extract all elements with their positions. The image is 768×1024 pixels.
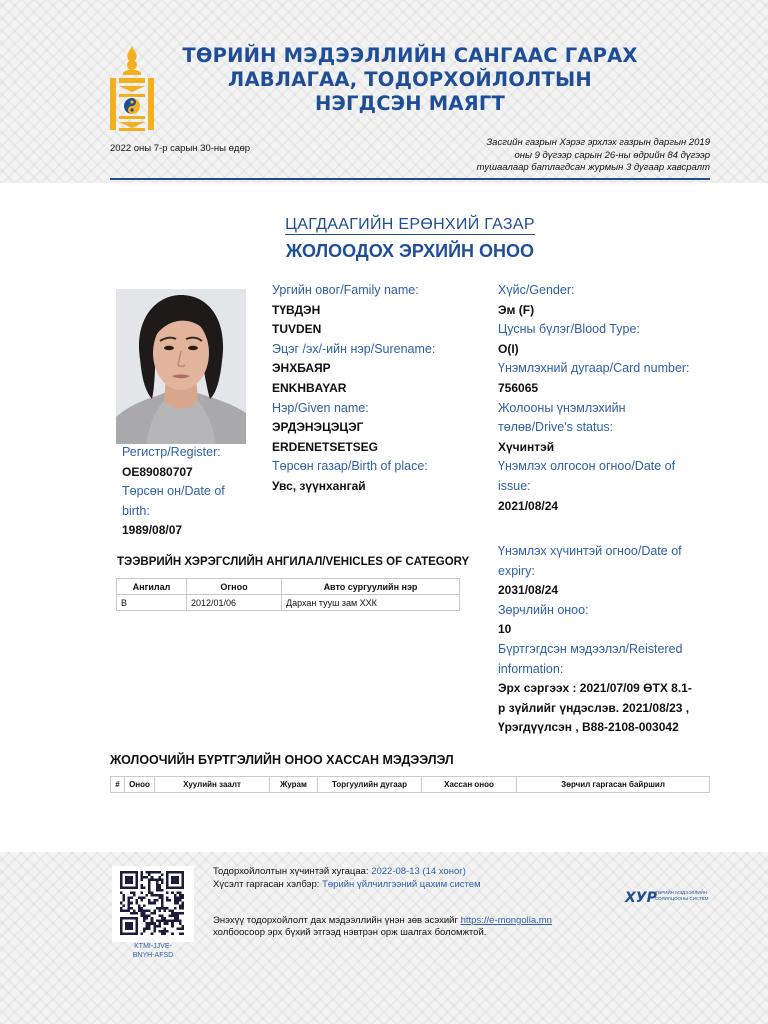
vehicle-date-cell: 2012/01/06 [187, 595, 282, 611]
given-name-mn: ЭРДЭНЭЦЭЦЭГ [272, 420, 364, 435]
verify-line-1 [213, 915, 552, 926]
system-line [213, 879, 481, 890]
organization-text: ЦАГДААГИЙН ЕРӨНХИЙ ГАЗАР [285, 216, 535, 233]
vehicles-header-row [117, 579, 460, 595]
verify-text: Энэхүү тодорхойлолт дах мэдээллийн үнэн зөв эсэхийг [213, 915, 458, 926]
issue-date-value: 2021/08/24 [498, 498, 559, 513]
surename-label: Эцэг /эх/-ийн нэр/Surename: [272, 341, 436, 356]
registered-info-line-1: Эрх сэргээх : 2021/07/09 ӨТХ 8.1- [498, 681, 692, 696]
decree-note [410, 137, 710, 175]
khur-logo-text [655, 890, 713, 901]
violations-col-index: # [111, 777, 125, 793]
registered-info-label-1: Бүртгэгдсэн мэдээлэл/Reistered [498, 641, 683, 656]
verify-line-2: холбоосоор эрх бүхий этгээд нэвтрэн орж шалгах боломжтой. [213, 927, 487, 938]
title-line-2: ЛАВЛАГАА, ТОДОРХОЙЛОЛТЫН [228, 68, 592, 91]
register-label-text: Регистр/Register: [122, 445, 221, 459]
issue-date: 2022 оны 7-р сарын 30-ны өдөр [110, 143, 251, 154]
registered-info-label-2: information: [498, 661, 564, 676]
violations-title: ЖОЛООЧИЙН БҮРТГЭЛИЙН ОНОО ХАССАН МЭДЭЭЛЭЛ [110, 753, 454, 767]
qr-code-line-2: BNYH-AFSD [132, 952, 174, 959]
header-divider [110, 178, 710, 180]
portrait-photo [116, 289, 246, 444]
vehicle-category-cell: B [117, 595, 187, 611]
points-value: 10 [498, 622, 512, 637]
issue-date-label-1: Үнэмлэх олгосон огноо/Date of [498, 459, 676, 474]
soyombo-emblem-icon [108, 44, 156, 132]
expiry-label-2: expiry: [498, 563, 535, 578]
birth-date-value: 1989/08/07 [122, 523, 183, 538]
khur-text-line-1: ТӨРИЙН МЭДЭЭЛЛИЙН [655, 890, 708, 895]
vehicles-col-category: Ангилал [117, 579, 187, 595]
expiry-value: 2031/08/24 [498, 583, 559, 598]
given-name-en: ERDENETSETSEG [272, 439, 379, 454]
violations-col-deducted: Хассан оноо [422, 777, 517, 793]
expiry-label-1: Үнэмлэх хүчинтэй огноо/Date of [498, 544, 682, 558]
points-label: Зөрчлийн оноо: [498, 602, 589, 617]
surename-en: ENKHBAYAR [272, 380, 347, 395]
registered-info-line-2: р зүйлийг үндэслэв. 2021/08/23 , [498, 700, 690, 715]
card-number-value: 756065 [498, 380, 539, 395]
gender-label: Хүйс/Gender: [498, 283, 575, 297]
expiry-fields [498, 542, 692, 738]
family-name-en: TUVDEN [272, 322, 322, 337]
gender-value: Эм (F) [498, 302, 535, 317]
vehicles-table [116, 578, 460, 611]
system-value: Төрийн үйлчилгээний цахим систем [322, 879, 481, 890]
card-fields [498, 281, 690, 516]
vehicles-col-date: Огноо [187, 579, 282, 595]
decree-line-3: тушаалаар батлагдсан журмын 3 дугаар хавсралт [476, 162, 710, 173]
drive-status-value: Хүчинтэй [498, 439, 555, 454]
birthplace-value: Увс, зүүнхангай [272, 478, 366, 493]
vehicles-title: ТЭЭВРИЙН ХЭРЭГСЛИЙН АНГИЛАЛ/VEHICLES OF CATEGORY [117, 556, 470, 568]
violations-col-rule: Журам [270, 777, 318, 793]
document-title: ЖОЛООДОХ ЭРХИЙН ОНОО [285, 241, 535, 261]
page-title [180, 44, 640, 116]
khur-logo-mark: ХУР [625, 890, 657, 906]
table-row [117, 595, 460, 611]
verify-link[interactable]: https://e-mongolia.mn [460, 915, 552, 926]
title-line-1: ТӨРИЙН МЭДЭЭЛЛИЙН САНГААС ГАРАХ [182, 44, 638, 67]
qr-caption [120, 942, 186, 960]
register-label [122, 443, 225, 541]
card-number-label: Үнэмлэхний дугаар/Card number: [498, 361, 690, 376]
qr-code-icon[interactable] [120, 871, 184, 935]
birth-date-label-2: birth: [122, 503, 150, 518]
violations-col-fine-number: Торгуулийн дугаар [318, 777, 422, 793]
name-fields [272, 281, 435, 497]
birthplace-label: Төрсөн газар/Birth of place: [272, 459, 428, 474]
header-band [0, 0, 768, 183]
organization-name [0, 216, 768, 234]
vehicles-col-school: Авто сургуулийн нэр [282, 579, 460, 595]
family-name-mn: ТҮВДЭН [272, 302, 321, 317]
birth-date-label-1: Төрсөн он/Date of [122, 484, 225, 499]
system-label: Хүсэлт гаргасан хэлбэр: [213, 879, 320, 890]
qr-code-line-1: KTMI-JJVE- [134, 943, 172, 950]
khur-logo [625, 889, 715, 907]
violations-col-location: Зөрчил гаргасан байршил [517, 777, 710, 793]
title-line-3: НЭГДСЭН МАЯГТ [315, 92, 505, 115]
validity-line [213, 866, 466, 877]
vehicle-school-cell: Дархан тууш зам ХХК [282, 595, 460, 611]
register-value: OE89080707 [122, 464, 193, 479]
decree-line-2: оны 9 дүгээр сарын 26-ны өдрийн 84 дүгээр [514, 149, 710, 161]
validity-label: Тодорхойлолтын хүчинтэй хугацаа: [213, 866, 369, 877]
blood-type-label: Цусны бүлэг/Blood Type: [498, 322, 640, 337]
blood-type-value: O(I) [498, 341, 519, 356]
drive-status-label-1: Жолооны үнэмлэхийн [498, 400, 626, 415]
issue-date-label-2: issue: [498, 478, 531, 493]
violations-table [110, 776, 710, 793]
person-portrait-icon [116, 289, 246, 444]
validity-value: 2022-08-13 (14 хоног) [371, 866, 466, 877]
given-name-label: Нэр/Given name: [272, 400, 369, 415]
decree-line-1: Засгийн газрын Хэрэг эрхлэх газрын даргын 2019 [486, 137, 710, 148]
surename-mn: ЭНХБАЯР [272, 361, 331, 376]
violations-col-points: Оноо [125, 777, 155, 793]
khur-text-line-2: СОЛИЛЦООНЫ СИСТЕМ [655, 895, 709, 901]
family-name-label: Ургийн овог/Family name: [272, 283, 419, 297]
violations-col-law: Хуулийн заалт [155, 777, 270, 793]
violations-header-row [111, 777, 710, 793]
registered-info-line-3: Үрэгдүүлсэн , В88-2108-003042 [498, 720, 679, 735]
drive-status-label-2: төлөв/Drive's status: [498, 420, 614, 435]
